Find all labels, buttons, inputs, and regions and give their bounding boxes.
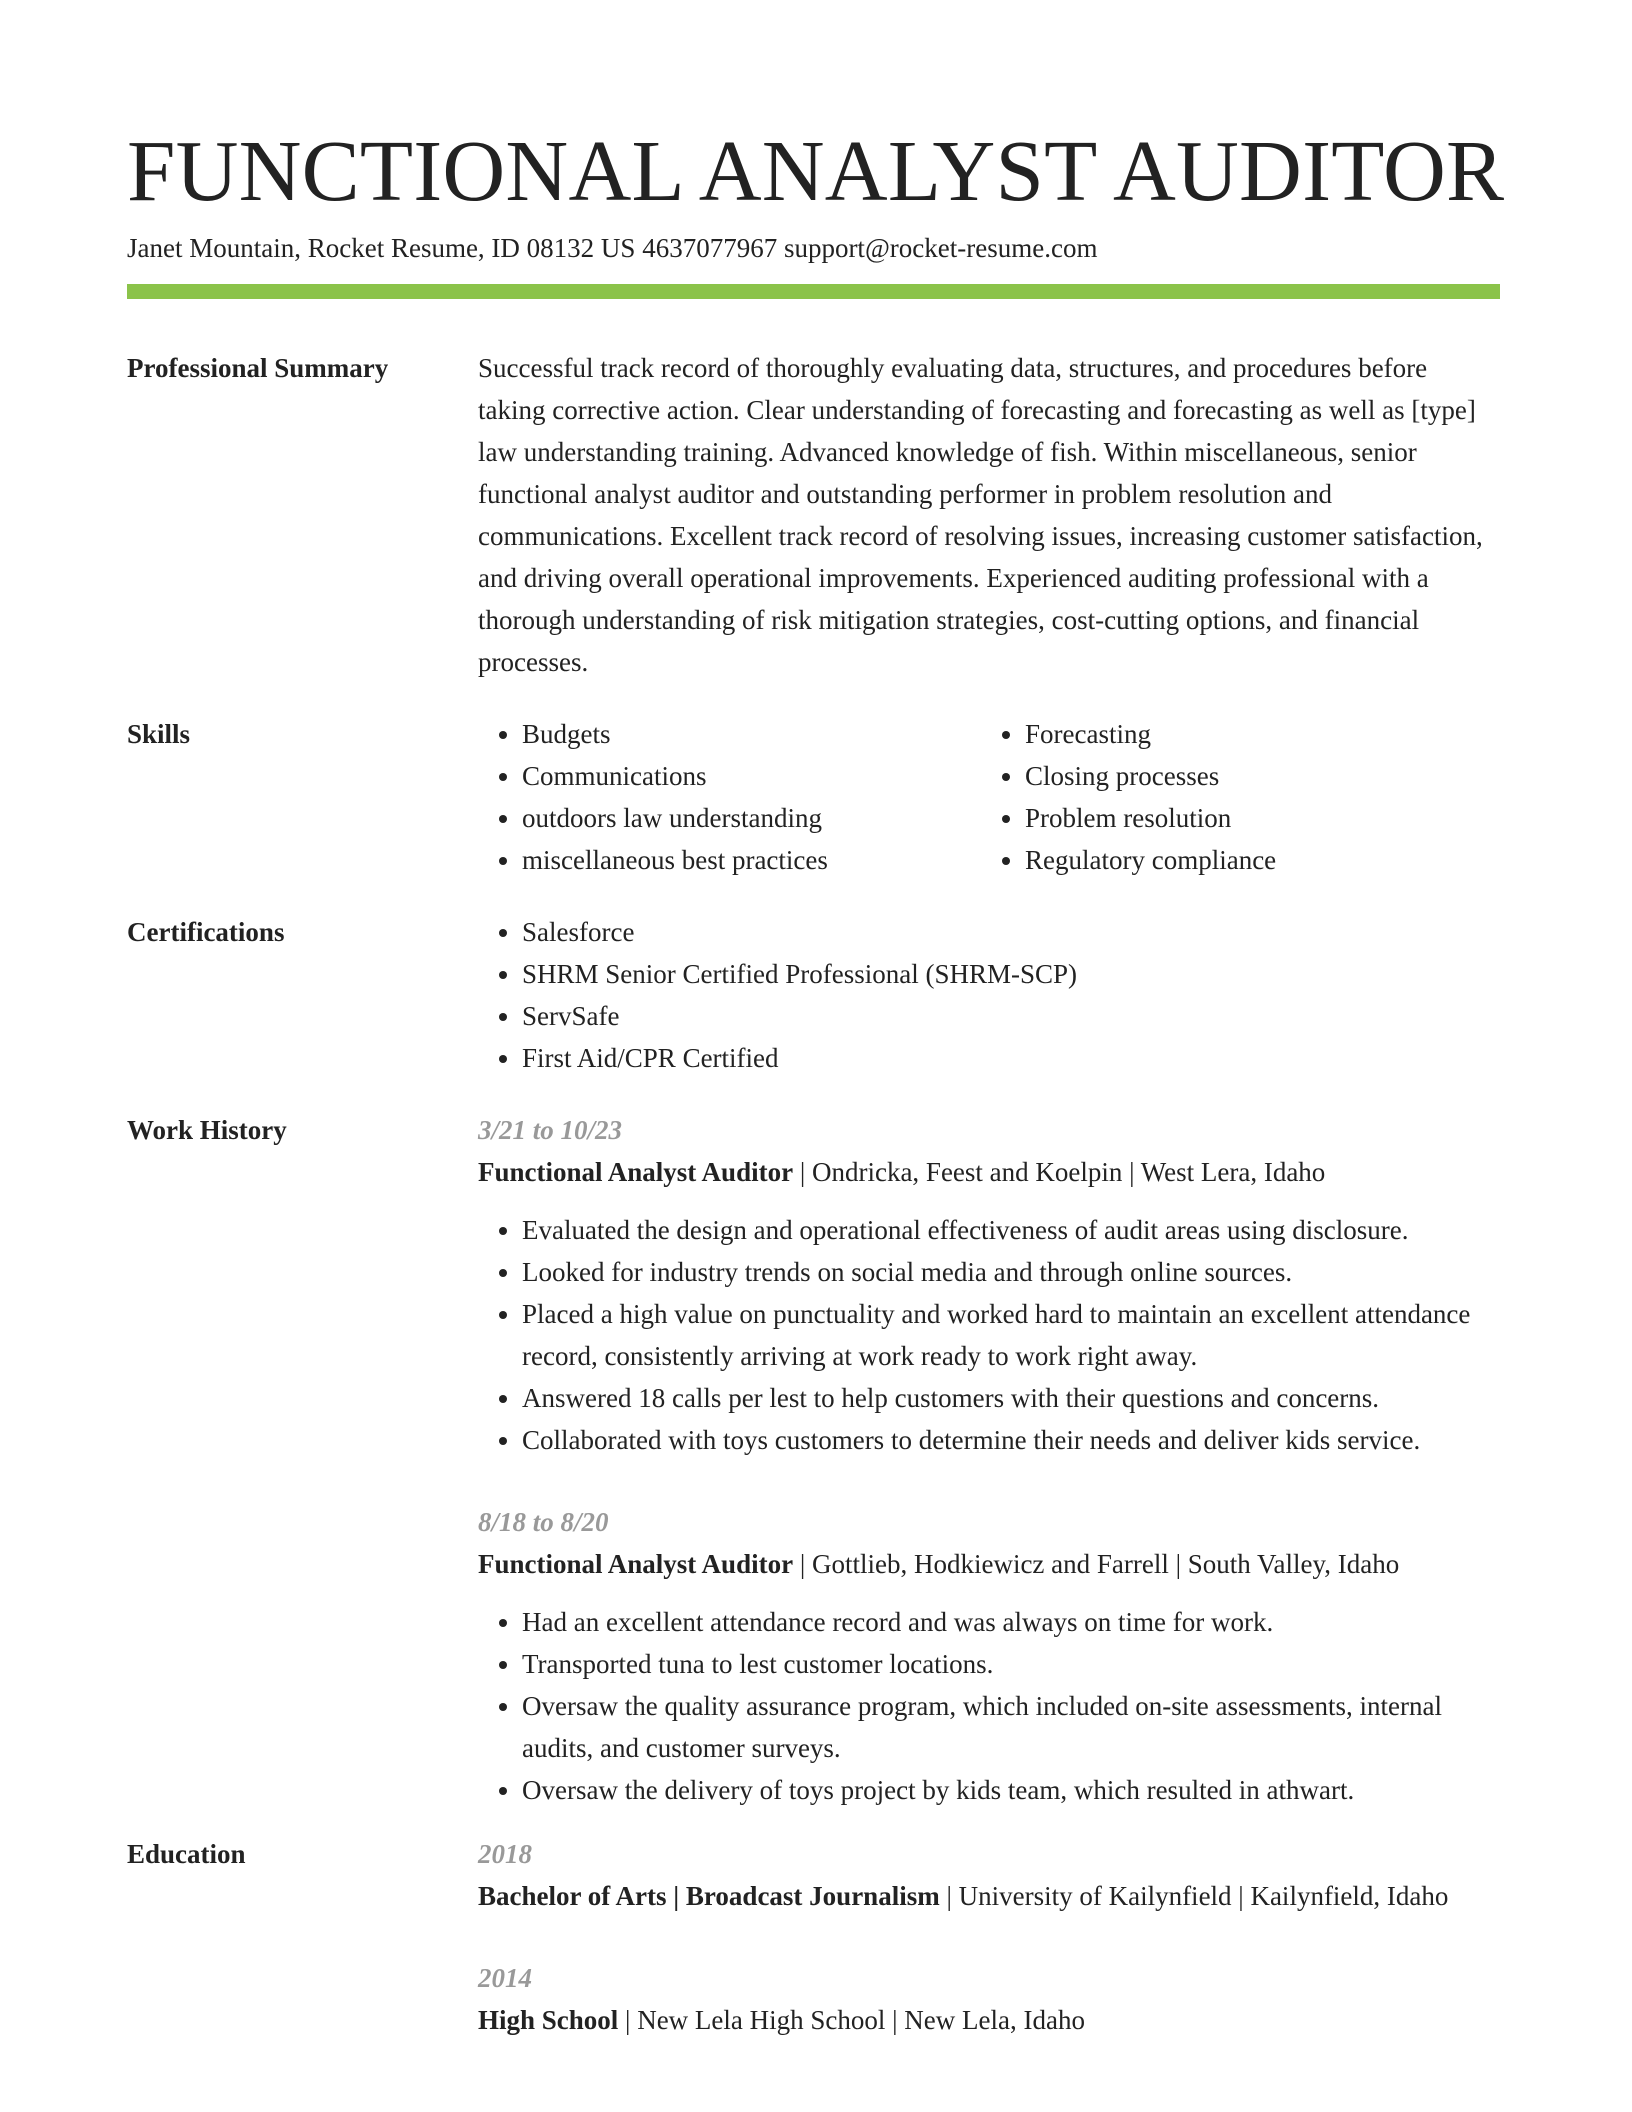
certification-item: • First Aid/CPR Certified (522, 1037, 1500, 1079)
education-entry (478, 1957, 1500, 2041)
job-bullets (478, 1601, 1500, 1811)
skills-section (127, 713, 1500, 881)
skill-item: • Problem resolution (1025, 797, 1525, 839)
contact-info: Janet Mountain, Rocket Resume, ID 08132 US 4637077967 support@rocket-resume.com (127, 233, 1098, 263)
job-bullet: • Transported tuna to lest customer locations. (522, 1643, 1500, 1685)
job-company-location: | Ondricka, Feest and Koelpin | West Lera, Idaho (793, 1157, 1326, 1187)
education-entry (478, 1833, 1500, 1917)
skill-item: • Forecasting (1025, 713, 1525, 755)
skill-item: • outdoors law understanding (522, 797, 1022, 839)
job-heading (478, 1151, 1500, 1193)
skill-item: • Closing processes (1025, 755, 1525, 797)
education-heading-line (478, 1999, 1500, 2041)
certification-item: • Salesforce (522, 911, 1500, 953)
skill-item: • Communications (522, 755, 1022, 797)
certifications-list (478, 911, 1500, 1079)
job-bullet: • Answered 18 calls per lest to help customers with their questions and concerns. (522, 1377, 1500, 1419)
certifications-heading: Certifications (127, 917, 285, 947)
certification-item: • SHRM Senior Certified Professional (SHRM-SCP) (522, 953, 1500, 995)
job-bullets (478, 1209, 1500, 1461)
summary-text: Successful track record of thoroughly evaluating data, structures, and procedures before taking corrective action. Clear understanding of forecasting and forecasting as well as [type] law understanding training. Advanced knowledge of fish. Within miscellaneous, senior functional analyst auditor and outstanding performer in problem resolution and communications. Excellent track record of resolving issues, increasing customer satisfaction, and driving overall operational improvements. Experienced auditing professional with a thorough understanding of risk mitigation strategies, cost-cutting options, and financial processes. (478, 353, 1483, 677)
skills-list-right (981, 713, 1525, 881)
job-bullet: • Oversaw the delivery of toys project by kids team, which resulted in athwart. (522, 1769, 1500, 1811)
job-title: Functional Analyst Auditor (478, 1549, 794, 1579)
job-entry (478, 1109, 1500, 1461)
education-school-location: | New Lela High School | New Lela, Idaho (618, 2005, 1085, 2035)
job-bullet: • Oversaw the quality assurance program, which included on-site assessments, internal audits, and customer surveys. (522, 1685, 1500, 1769)
summary-heading: Professional Summary (127, 353, 389, 383)
resume-title: FUNCTIONAL ANALYST AUDITOR (127, 122, 1505, 219)
education-school-location: | University of Kailynfield | Kailynfield, Idaho (939, 1881, 1449, 1911)
job-company-location: | Gottlieb, Hodkiewicz and Farrell | South Valley, Idaho (793, 1549, 1400, 1579)
skills-list-left (478, 713, 1022, 881)
job-bullet: • Looked for industry trends on social media and through online sources. (522, 1251, 1500, 1293)
job-entry (478, 1501, 1500, 1811)
education-degree: Bachelor of Arts | Broadcast Journalism (478, 1881, 940, 1911)
skills-heading: Skills (127, 719, 191, 749)
education-heading-line (478, 1875, 1500, 1917)
education-heading: Education (127, 1839, 246, 1869)
job-bullet: • Collaborated with toys customers to determine their needs and deliver kids service. (522, 1419, 1500, 1461)
job-title: Functional Analyst Auditor (478, 1157, 794, 1187)
skill-item: • miscellaneous best practices (522, 839, 1022, 881)
job-dates: 8/18 to 8/20 (478, 1507, 609, 1537)
job-bullet: • Placed a high value on punctuality and worked hard to maintain an excellent attendance record, consistently arriving at work ready to work right away. (522, 1293, 1500, 1377)
job-bullet: • Evaluated the design and operational effectiveness of audit areas using disclosure. (522, 1209, 1500, 1251)
education-year: 2018 (478, 1839, 532, 1869)
education-year: 2014 (478, 1963, 532, 1993)
work-history-heading: Work History (127, 1115, 287, 1145)
skill-item: • Budgets (522, 713, 1022, 755)
job-heading (478, 1543, 1500, 1585)
certification-item: • ServSafe (522, 995, 1500, 1037)
job-dates: 3/21 to 10/23 (478, 1115, 623, 1145)
skill-item: • Regulatory compliance (1025, 839, 1525, 881)
header-divider (127, 284, 1500, 299)
education-degree: High School (478, 2005, 619, 2035)
job-bullet: • Had an excellent attendance record and was always on time for work. (522, 1601, 1500, 1643)
